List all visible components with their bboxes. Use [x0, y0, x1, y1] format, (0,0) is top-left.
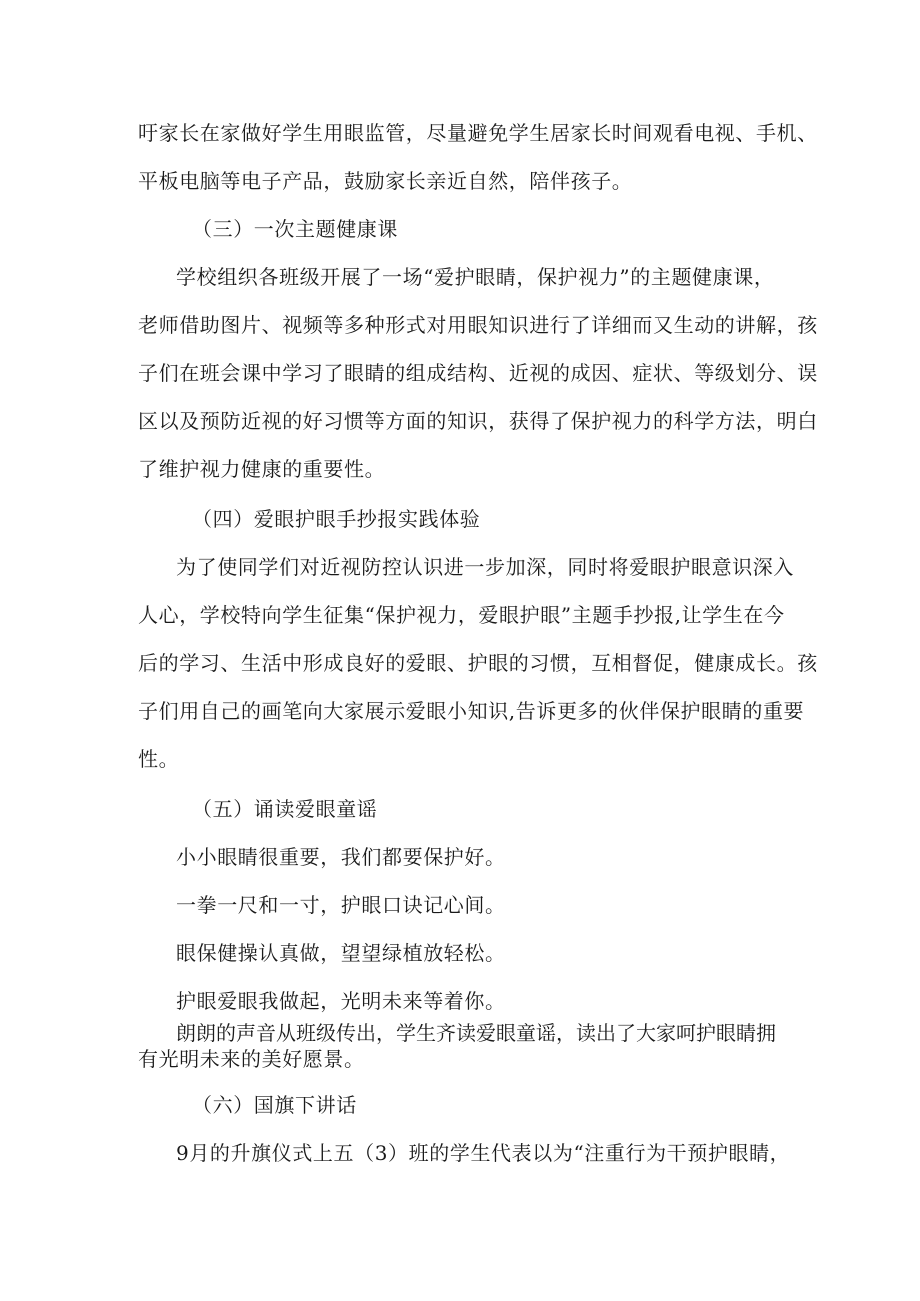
paragraph-line: 平板电脑等电子产品，鼓励家长亲近自然，陪伴孩子。 — [138, 169, 633, 193]
paragraph-line: 朗朗的声音从班级传出，学生齐读爱眼童谣，读出了大家呵护眼睛拥 — [176, 1021, 776, 1045]
paragraph-line: 子们在班会课中学习了眼睛的组成结构、近视的成因、症状、等级划分、误 — [138, 361, 818, 385]
paragraph-line: 后的学习、生活中形成良好的爱眼、护眼的习惯，互相督促，健康成长。孩 — [138, 651, 818, 675]
paragraph-line: 性。 — [138, 747, 180, 771]
song-line: 一拳一尺和一寸，护眼口诀记心间。 — [176, 893, 506, 917]
paragraph-line: 有光明未来的美好愿景。 — [138, 1047, 365, 1071]
section-heading-5: （五）诵读爱眼童谣 — [192, 797, 378, 821]
paragraph-line: 人心，学校特向学生征集“保护视力，爱眼护眼”主题手抄报,让学生在今 — [138, 603, 785, 627]
section-heading-4: （四）爱眼护眼手抄报实践体验 — [192, 507, 481, 531]
paragraph-line: 老师借助图片、视频等多种形式对用眼知识进行了详细而又生动的讲解，孩 — [138, 313, 818, 337]
paragraph-line: 区以及预防近视的好习惯等方面的知识，获得了保护视力的科学方法，明白 — [138, 409, 818, 433]
paragraph-line: 吁家长在家做好学生用眼监管，尽量避免学生居家长时间观看电视、手机、 — [138, 121, 818, 145]
section-heading-3: （三）一次主题健康课 — [192, 217, 398, 241]
paragraph-line: 了维护视力健康的重要性。 — [138, 457, 386, 481]
paragraph-line: 为了使同学们对近视防控认识进一步加深，同时将爱眼护眼意识深入 — [176, 555, 794, 579]
song-line: 眼保健操认真做，望望绿植放轻松。 — [176, 941, 506, 965]
song-line: 护眼爱眼我做起，光明未来等着你。 — [176, 989, 506, 1013]
paragraph-line: 学校组织各班级开展了一场“爱护眼睛，保护视力”的主题健康课， — [176, 265, 775, 289]
song-line: 小小眼睛很重要，我们都要保护好。 — [176, 845, 506, 869]
section-heading-6: （六）国旗下讲话 — [192, 1093, 357, 1117]
paragraph-line: 子们用自己的画笔向大家展示爱眼小知识,告诉更多的伙伴保护眼睛的重要 — [138, 699, 805, 723]
paragraph-line: 9月的升旗仪式上五（3）班的学生代表以为“注重行为干预护眼睛， — [176, 1141, 791, 1165]
